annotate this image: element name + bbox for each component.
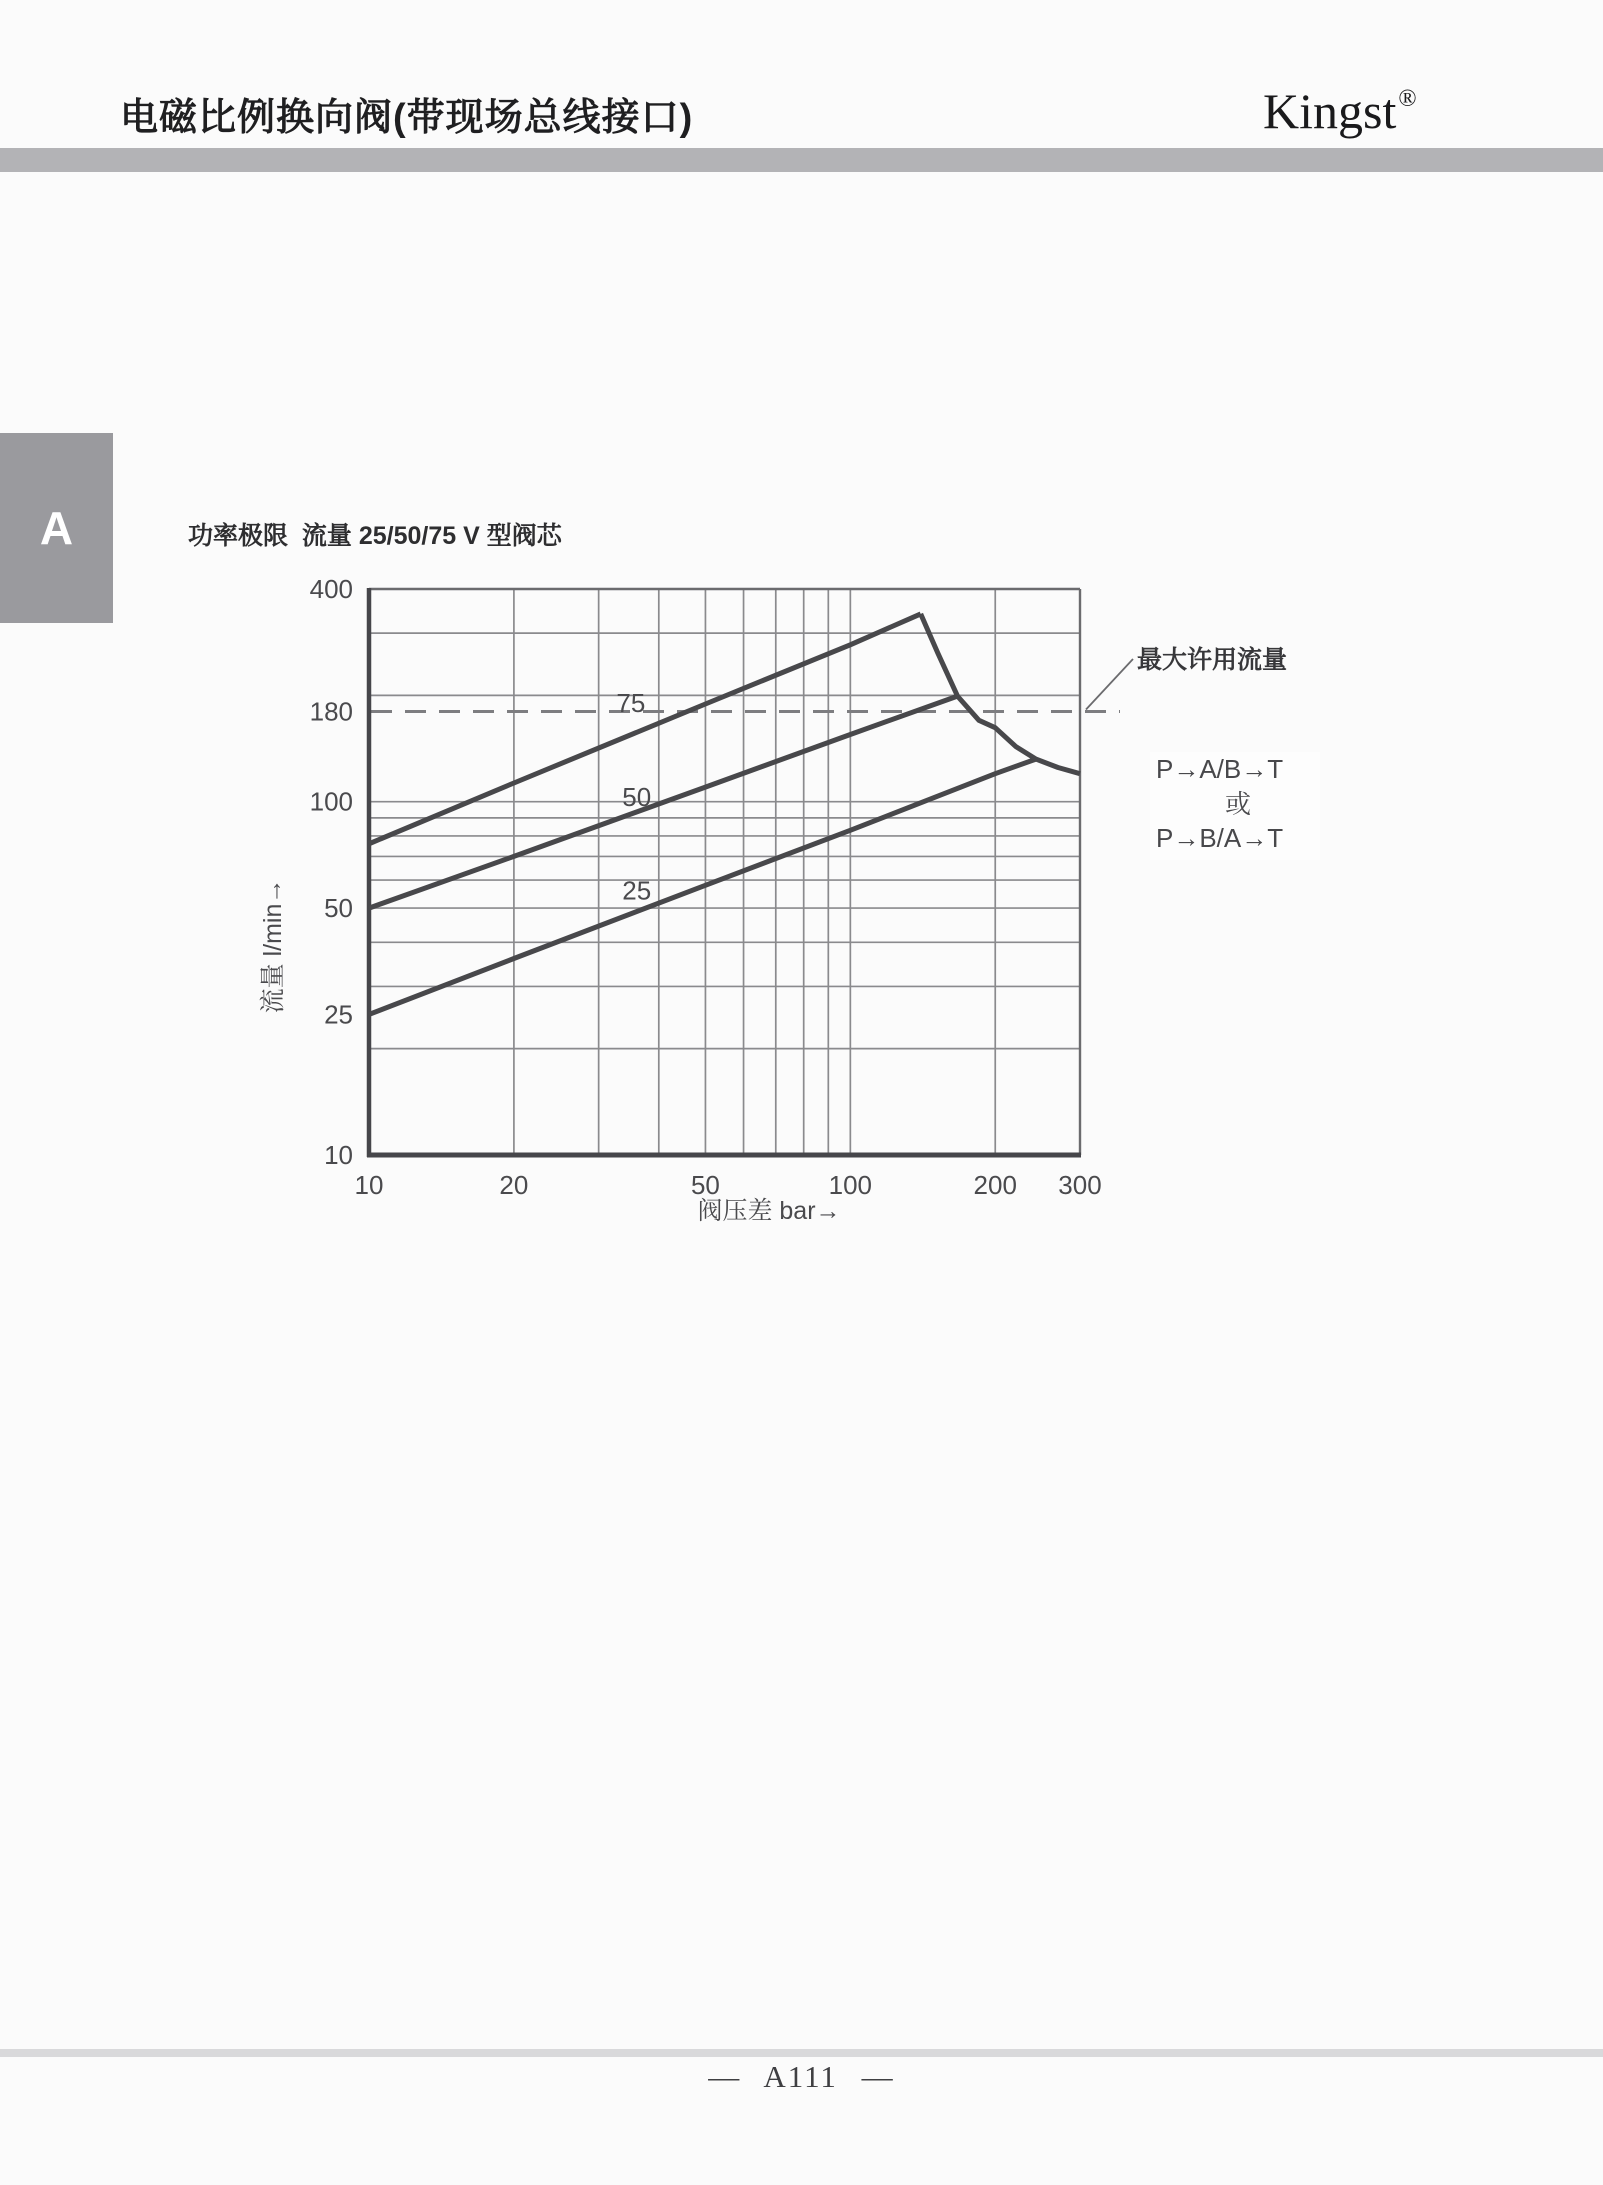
page-title: 电磁比例换向阀(带现场总线接口): [120, 97, 694, 139]
y-axis-title: 流量 l/min→: [259, 878, 287, 1014]
section-tab-label: A: [39, 502, 74, 554]
curve-label-75: 75: [616, 688, 646, 719]
max-flow-annotation: 最大许用流量: [1137, 646, 1288, 674]
brand-name: Kingst: [1263, 83, 1397, 139]
footer-divider-bar: [0, 2049, 1603, 2057]
x-tick-label-10: 10: [354, 1170, 384, 1200]
x-axis-title: 阀压差 bar→: [697, 1197, 841, 1225]
y-tick-label-10: 10: [324, 1140, 353, 1170]
x-tick-label-100: 100: [828, 1170, 873, 1200]
x-tick-label-20: 20: [499, 1170, 529, 1200]
y-tick-label-180: 180: [309, 696, 353, 727]
flow-path-label-1: P→A/B→T: [1156, 754, 1284, 784]
flow-path-label-2: P→B/A→T: [1156, 823, 1284, 853]
curve-label-25: 25: [622, 875, 652, 906]
y-tick-label-100: 100: [309, 786, 353, 817]
x-tick-label-300: 300: [1058, 1170, 1102, 1200]
annotation-leader-line: [1086, 659, 1133, 710]
x-tick-label-50: 50: [690, 1170, 720, 1200]
curve-power-limit-envelope: [921, 614, 1080, 774]
y-tick-label-400: 400: [309, 574, 353, 604]
y-tick-label-25: 25: [324, 999, 353, 1030]
flow-path-label-or: 或: [1225, 789, 1252, 819]
page-number: — A111 —: [708, 2059, 895, 2094]
curve-spool-25: [369, 759, 1036, 1014]
curve-label-50: 50: [622, 782, 652, 813]
chart-title: 功率极限 流量 25/50/75 V 型阀芯: [188, 522, 562, 550]
y-tick-label-50: 50: [324, 893, 353, 924]
x-tick-label-200: 200: [973, 1170, 1017, 1200]
registered-trademark-mark: ®: [1398, 86, 1417, 113]
